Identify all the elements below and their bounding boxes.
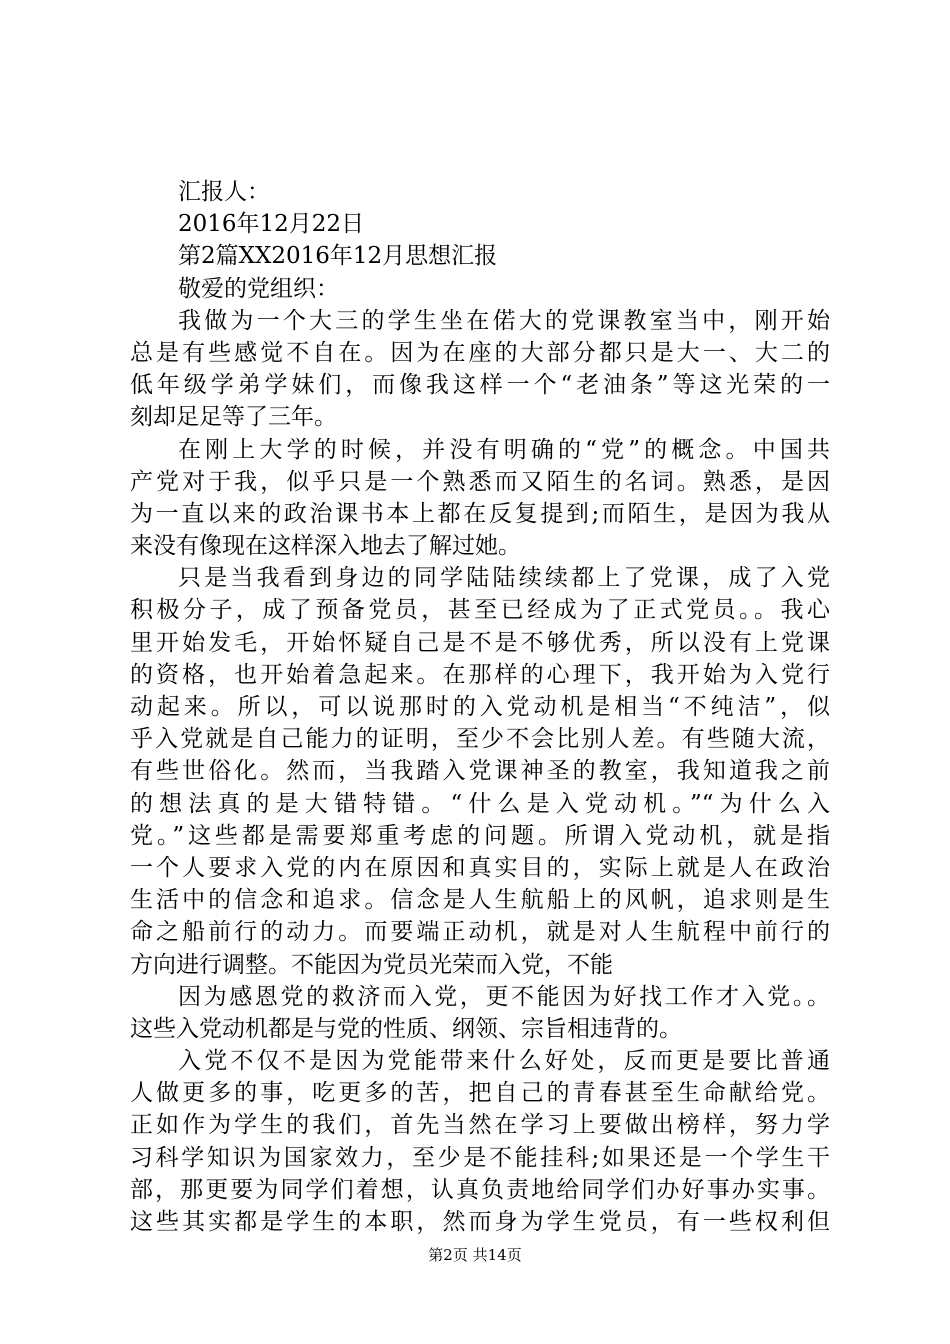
text-line: 来没有像现在这样深入地去了解过她。 xyxy=(130,533,521,560)
text-line: 生活中的信念和追求。信念是人生航船上的风帆，追求则是生 xyxy=(130,887,830,914)
text-line: 这些其实都是学生的本职，然而身为学生党员，有一些权利但 xyxy=(130,1209,830,1235)
text-line: 人做更多的事，吃更多的苦，把自己的青春甚至生命献给党。 xyxy=(130,1080,830,1107)
text-line: 里开始发毛，开始怀疑自己是不是不够优秀，所以没有上党课 xyxy=(130,629,830,656)
page-footer: 第2页 共14页 xyxy=(428,1246,522,1264)
text-line: 动起来。所以，可以说那时的入党动机是相当“不纯洁”，似 xyxy=(130,694,830,720)
text-line: 的资格，也开始着急起来。在那样的心理下，我开始为入党行 xyxy=(130,661,830,688)
text-line: 习科学知识为国家效力，至少是不能挂科;如果还是一个学生干 xyxy=(130,1144,830,1171)
document-body xyxy=(130,176,830,1238)
text-line: 第2篇XX2016年12月思想汇报 xyxy=(178,243,498,270)
text-line: 命之船前行的动力。而要端正动机，就是对人生航程中前行的 xyxy=(130,919,830,946)
text-line: 汇报人： xyxy=(178,179,270,205)
text-line: 积极分子，成了预备党员，甚至已经成为了正式党员。。我心 xyxy=(130,597,830,624)
text-line: 低年级学弟学妹们，而像我这样一个“老油条”等这光荣的一 xyxy=(130,372,830,399)
text-line: 产党对于我，似乎只是一个熟悉而又陌生的名词。熟悉，是因 xyxy=(130,468,830,495)
text-line: 只是当我看到身边的同学陆陆续续都上了党课，成了入党 xyxy=(178,565,830,592)
text-line: 这些入党动机都是与党的性质、纲领、宗旨相违背的。 xyxy=(130,1015,682,1042)
text-line: 敬爱的党组织： xyxy=(178,275,339,302)
text-line: 因为感恩党的救济而入党，更不能因为好找工作才入党。。 xyxy=(178,983,830,1010)
text-line: 一个人要求入党的内在原因和真实目的，实际上就是人在政治 xyxy=(130,854,830,881)
text-line: 的想法真的是大错特错。“什么是入党动机。”“为什么入 xyxy=(130,790,830,817)
text-line: 入党不仅不是因为党能带来什么好处，反而更是要比普通 xyxy=(178,1048,830,1075)
text-line: 总是有些感觉不自在。因为在座的大部分都只是大一、大二的 xyxy=(130,339,830,366)
text-line: 2016年12月22日 xyxy=(178,211,365,238)
text-line: 正如作为学生的我们，首先当然在学习上要做出榜样，努力学 xyxy=(130,1112,830,1139)
text-line: 部，那更要为同学们着想，认真负责地给同学们办好事办实事。 xyxy=(130,1176,830,1203)
text-line: 有些世俗化。然而，当我踏入党课神圣的教室，我知道我之前 xyxy=(130,758,830,785)
text-line: 在刚上大学的时候，并没有明确的“党”的概念。中国共 xyxy=(178,436,830,463)
text-line: 为一直以来的政治课书本上都在反复提到;而陌生，是因为我从 xyxy=(130,500,830,527)
text-line: 党。”这些都是需要郑重考虑的问题。所谓入党动机，就是指 xyxy=(130,822,830,849)
text-line: 刻却足足等了三年。 xyxy=(130,404,337,431)
text-line: 乎入党就是自己能力的证明，至少不会比别人差。有些随大流， xyxy=(130,726,830,753)
text-line: 方向进行调整。不能因为党员光荣而入党，不能 xyxy=(130,951,613,978)
text-line: 我做为一个大三的学生坐在偌大的党课教室当中，刚开始 xyxy=(178,307,830,334)
